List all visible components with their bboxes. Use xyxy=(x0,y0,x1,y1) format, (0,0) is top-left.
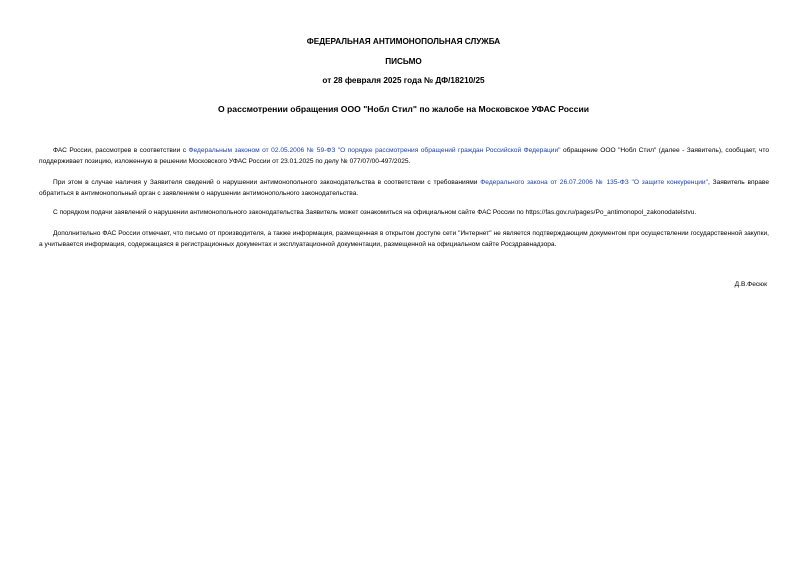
signature: Д.В.Фесюк xyxy=(734,281,767,288)
paragraph-1-text-start: ФАС России, рассмотрев в соответствии с xyxy=(53,147,189,154)
agency-name: ФЕДЕРАЛЬНАЯ АНТИМОНОПОЛЬНАЯ СЛУЖБА xyxy=(306,37,501,46)
paragraph-1 xyxy=(39,145,769,167)
paragraph-1-text-end: обращение ООО "Нобл Стил" (далее - Заявитель), сообщает, что поддерживает позицию, изложенную в решении Московского УФАС России от 23.01.2025 по делу № 077/07/00-497/2025. xyxy=(39,147,770,165)
document-date-number: от 28 февраля 2025 года № ДФ/18210/25 xyxy=(322,76,485,85)
law-59-fz-link[interactable]: Федеральным законом от 02.05.2006 № 59-ФЗ "О порядке рассмотрения обращений граждан Российской Федерации" xyxy=(188,147,561,154)
paragraph-2-text-end: , Заявитель вправе обратиться в антимонопольный орган с заявлением о нарушении антимонопольного законодательства. xyxy=(39,179,769,197)
document-type: ПИСЬМО xyxy=(385,57,422,66)
paragraph-3: С порядком подачи заявлений о нарушении антимонопольного законодательства Заявитель может ознакомиться на официальном сайте ФАС России по https://fas.gov.ru/pages/Po_antimonopol_zakonodatelstvu. xyxy=(53,209,697,216)
paragraph-4: Дополнительно ФАС России отмечает, что письмо от производителя, а также информация, размещенная в открытом доступе сети "Интернет" не является подтверждающим документом при осуществлении государственной закупки, а учитывается информация, содержащаяся в регистрационных документах и эксплуатационной документации, размещенной на официальном сайте Росздравнадзора. xyxy=(39,230,769,248)
paragraph-2 xyxy=(39,177,769,199)
law-135-fz-link[interactable]: Федерального закона от 26.07.2006 № 135-ФЗ "О защите конкуренции" xyxy=(480,179,708,186)
document-subject: О рассмотрении обращения ООО "Нобл Стил" по жалобе на Московское УФАС России xyxy=(217,104,590,114)
paragraph-2-text-start: При этом в случае наличия у Заявителя сведений о нарушении антимонопольного законодательства в соответствии с требованиями xyxy=(53,179,481,186)
